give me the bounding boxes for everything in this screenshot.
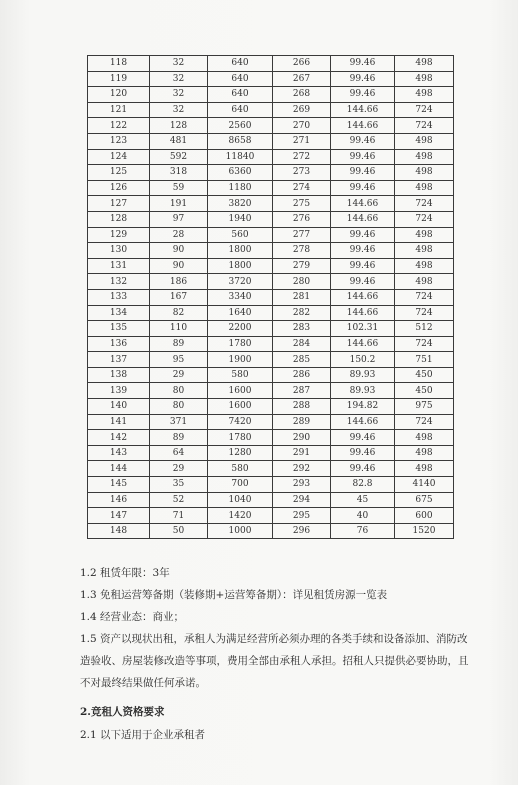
table-cell: 286 [273, 367, 331, 383]
table-row [88, 477, 454, 493]
table-cell: 32 [150, 87, 208, 103]
table-cell: 82.8 [331, 477, 395, 493]
table-cell: 133 [88, 289, 150, 305]
table-row [88, 414, 454, 430]
table-cell: 99.46 [331, 258, 395, 274]
table-cell: 276 [273, 211, 331, 227]
table-cell: 134 [88, 305, 150, 321]
table-cell: 8658 [208, 133, 273, 149]
table-cell: 267 [273, 71, 331, 87]
table-cell: 268 [273, 87, 331, 103]
table-cell: 481 [150, 133, 208, 149]
table-row [88, 461, 454, 477]
table-cell: 580 [208, 367, 273, 383]
table-cell: 296 [273, 523, 331, 539]
table-cell: 124 [88, 149, 150, 165]
table-cell: 4140 [395, 477, 454, 493]
table-cell: 144.66 [331, 118, 395, 134]
rent-free-period-text: 1.3 免租运营筹备期（装修期+运营筹备期）：详见租赁房源一览表 [80, 589, 388, 601]
table-cell: 318 [150, 165, 208, 181]
table-cell: 99.46 [331, 274, 395, 290]
table-row [88, 165, 454, 181]
table-cell: 291 [273, 445, 331, 461]
table-cell: 143 [88, 445, 150, 461]
table-cell: 1520 [395, 523, 454, 539]
table-cell: 294 [273, 492, 331, 508]
table-row [88, 445, 454, 461]
table-row [88, 508, 454, 524]
table-cell: 89 [150, 336, 208, 352]
table-cell: 277 [273, 227, 331, 243]
table-cell: 11840 [208, 149, 273, 165]
table-cell: 284 [273, 336, 331, 352]
table-cell: 1800 [208, 243, 273, 259]
table-cell: 80 [150, 383, 208, 399]
table-cell: 498 [395, 461, 454, 477]
lease-term-text: 1.2 租赁年限：3年 [80, 567, 170, 579]
table-cell: 2560 [208, 118, 273, 134]
table-cell: 498 [395, 445, 454, 461]
table-cell: 138 [88, 367, 150, 383]
table-cell: 129 [88, 227, 150, 243]
table-row [88, 56, 454, 72]
table-cell: 64 [150, 445, 208, 461]
table-cell: 97 [150, 211, 208, 227]
table-cell: 144.66 [331, 196, 395, 212]
table-cell: 498 [395, 133, 454, 149]
table-cell: 1900 [208, 352, 273, 368]
table-row [88, 305, 454, 321]
table-cell: 1640 [208, 305, 273, 321]
table-cell: 32 [150, 102, 208, 118]
table-cell: 144.66 [331, 102, 395, 118]
table-row [88, 289, 454, 305]
table-cell: 89.93 [331, 383, 395, 399]
table-cell: 498 [395, 274, 454, 290]
table-cell: 142 [88, 430, 150, 446]
table-row [88, 243, 454, 259]
table-cell: 167 [150, 289, 208, 305]
table-cell: 295 [273, 508, 331, 524]
table-cell: 3720 [208, 274, 273, 290]
table-cell: 122 [88, 118, 150, 134]
table-cell: 99.46 [331, 430, 395, 446]
table-cell: 123 [88, 133, 150, 149]
table-cell: 498 [395, 71, 454, 87]
table-cell: 640 [208, 56, 273, 72]
table-cell: 270 [273, 118, 331, 134]
table-row [88, 133, 454, 149]
table-row [88, 118, 454, 134]
table-cell: 724 [395, 118, 454, 134]
table-cell: 498 [395, 430, 454, 446]
table-cell: 146 [88, 492, 150, 508]
table-cell: 600 [395, 508, 454, 524]
table-cell: 29 [150, 461, 208, 477]
table-cell: 131 [88, 258, 150, 274]
table-cell: 1600 [208, 399, 273, 415]
table-cell: 512 [395, 321, 454, 337]
table-cell: 498 [395, 165, 454, 181]
table-cell: 1000 [208, 523, 273, 539]
table-cell: 498 [395, 180, 454, 196]
table-cell: 82 [150, 305, 208, 321]
table-cell: 132 [88, 274, 150, 290]
table-cell: 148 [88, 523, 150, 539]
table-cell: 102.31 [331, 321, 395, 337]
table-cell: 273 [273, 165, 331, 181]
table-row [88, 336, 454, 352]
table-cell: 144 [88, 461, 150, 477]
table-cell: 29 [150, 367, 208, 383]
table-cell: 119 [88, 71, 150, 87]
table-cell: 118 [88, 56, 150, 72]
table-cell: 130 [88, 243, 150, 259]
table-cell: 110 [150, 321, 208, 337]
table-cell: 144.66 [331, 289, 395, 305]
table-cell: 498 [395, 243, 454, 259]
table-row [88, 274, 454, 290]
table-cell: 99.46 [331, 227, 395, 243]
table-cell: 99.46 [331, 243, 395, 259]
table-cell: 90 [150, 243, 208, 259]
table-cell: 278 [273, 243, 331, 259]
table-cell: 975 [395, 399, 454, 415]
table-cell: 144.66 [331, 336, 395, 352]
table-cell: 1780 [208, 336, 273, 352]
table-cell: 76 [331, 523, 395, 539]
table-cell: 139 [88, 383, 150, 399]
table-cell: 293 [273, 477, 331, 493]
table-cell: 498 [395, 227, 454, 243]
business-type-text: 1.4 经营业态：商业； [80, 611, 185, 623]
table-cell: 141 [88, 414, 150, 430]
table-cell: 281 [273, 289, 331, 305]
table-row [88, 196, 454, 212]
table-cell: 126 [88, 180, 150, 196]
table-cell: 282 [273, 305, 331, 321]
table-cell: 640 [208, 102, 273, 118]
table-cell: 724 [395, 211, 454, 227]
table-cell: 90 [150, 258, 208, 274]
table-cell: 272 [273, 149, 331, 165]
table-cell: 450 [395, 383, 454, 399]
table-cell: 120 [88, 87, 150, 103]
table-cell: 266 [273, 56, 331, 72]
table-cell: 32 [150, 71, 208, 87]
table-cell: 283 [273, 321, 331, 337]
table-cell: 271 [273, 133, 331, 149]
table-cell: 7420 [208, 414, 273, 430]
table-row [88, 258, 454, 274]
table-cell: 135 [88, 321, 150, 337]
table-cell: 140 [88, 399, 150, 415]
table-cell: 99.46 [331, 71, 395, 87]
table-cell: 700 [208, 477, 273, 493]
table-cell: 1180 [208, 180, 273, 196]
table-cell: 59 [150, 180, 208, 196]
table-cell: 1800 [208, 258, 273, 274]
table-cell: 99.46 [331, 165, 395, 181]
table-cell: 89.93 [331, 367, 395, 383]
asset-condition-paragraph: 1.5 资产以现状出租，承租人为满足经营所必须办理的各类手续和设备添加、消防改造验收、房屋装修改造等事项，费用全部由承租人承担。招租人只提供必要协助，且不对最终结果做任何承诺。 [80, 633, 469, 689]
table-cell: 269 [273, 102, 331, 118]
table-row [88, 399, 454, 415]
table-cell: 724 [395, 289, 454, 305]
table-row [88, 87, 454, 103]
section-2-heading: 2.竞租人资格要求 [80, 706, 165, 718]
table-cell: 498 [395, 56, 454, 72]
table-row [88, 352, 454, 368]
table-cell: 288 [273, 399, 331, 415]
table-cell: 99.46 [331, 133, 395, 149]
table-cell: 32 [150, 56, 208, 72]
table-cell: 1420 [208, 508, 273, 524]
table-row [88, 211, 454, 227]
table-cell: 751 [395, 352, 454, 368]
table-cell: 724 [395, 414, 454, 430]
table-cell: 136 [88, 336, 150, 352]
table-cell: 274 [273, 180, 331, 196]
table-cell: 50 [150, 523, 208, 539]
table-row [88, 367, 454, 383]
section-2-1-text: 2.1 以下适用于企业承租者 [80, 729, 206, 741]
table-cell: 125 [88, 165, 150, 181]
table-cell: 285 [273, 352, 331, 368]
table-cell: 144.66 [331, 414, 395, 430]
table-row [88, 430, 454, 446]
rental-listing-table [87, 55, 454, 539]
table-cell: 137 [88, 352, 150, 368]
table-cell: 52 [150, 492, 208, 508]
table-cell: 1280 [208, 445, 273, 461]
table-cell: 150.2 [331, 352, 395, 368]
table-cell: 724 [395, 305, 454, 321]
table-cell: 580 [208, 461, 273, 477]
table-cell: 35 [150, 477, 208, 493]
table-cell: 128 [88, 211, 150, 227]
table-cell: 1040 [208, 492, 273, 508]
table-cell: 724 [395, 196, 454, 212]
table-cell: 99.46 [331, 445, 395, 461]
table-cell: 147 [88, 508, 150, 524]
table-cell: 28 [150, 227, 208, 243]
table-row [88, 102, 454, 118]
table-row [88, 71, 454, 87]
table-row [88, 523, 454, 539]
table-cell: 99.46 [331, 56, 395, 72]
table-row [88, 492, 454, 508]
table-cell: 144.66 [331, 305, 395, 321]
table-cell: 371 [150, 414, 208, 430]
table-row [88, 321, 454, 337]
table-cell: 290 [273, 430, 331, 446]
table-cell: 145 [88, 477, 150, 493]
table-cell: 127 [88, 196, 150, 212]
table-cell: 560 [208, 227, 273, 243]
table-cell: 3340 [208, 289, 273, 305]
table-cell: 640 [208, 71, 273, 87]
table-cell: 80 [150, 399, 208, 415]
table-cell: 640 [208, 87, 273, 103]
table-row [88, 383, 454, 399]
table-cell: 292 [273, 461, 331, 477]
table-cell: 99.46 [331, 149, 395, 165]
table-cell: 40 [331, 508, 395, 524]
table-cell: 2200 [208, 321, 273, 337]
table-cell: 89 [150, 430, 208, 446]
table-cell: 71 [150, 508, 208, 524]
table-cell: 450 [395, 367, 454, 383]
table-cell: 99.46 [331, 461, 395, 477]
table-cell: 289 [273, 414, 331, 430]
table-cell: 191 [150, 196, 208, 212]
table-cell: 498 [395, 258, 454, 274]
table-cell: 498 [395, 87, 454, 103]
table-row [88, 149, 454, 165]
table-cell: 1600 [208, 383, 273, 399]
table-cell: 275 [273, 196, 331, 212]
table-cell: 279 [273, 258, 331, 274]
table-cell: 6360 [208, 165, 273, 181]
table-cell: 1780 [208, 430, 273, 446]
table-cell: 3820 [208, 196, 273, 212]
table-cell: 287 [273, 383, 331, 399]
table-row [88, 180, 454, 196]
table-cell: 724 [395, 102, 454, 118]
rental-table-body [88, 56, 454, 539]
table-cell: 724 [395, 336, 454, 352]
table-cell: 280 [273, 274, 331, 290]
table-cell: 592 [150, 149, 208, 165]
table-cell: 186 [150, 274, 208, 290]
table-cell: 95 [150, 352, 208, 368]
table-cell: 99.46 [331, 87, 395, 103]
table-cell: 45 [331, 492, 395, 508]
table-cell: 121 [88, 102, 150, 118]
table-row [88, 227, 454, 243]
table-cell: 128 [150, 118, 208, 134]
table-cell: 498 [395, 149, 454, 165]
table-cell: 144.66 [331, 211, 395, 227]
table-cell: 99.46 [331, 180, 395, 196]
table-cell: 1940 [208, 211, 273, 227]
table-cell: 675 [395, 492, 454, 508]
table-cell: 194.82 [331, 399, 395, 415]
